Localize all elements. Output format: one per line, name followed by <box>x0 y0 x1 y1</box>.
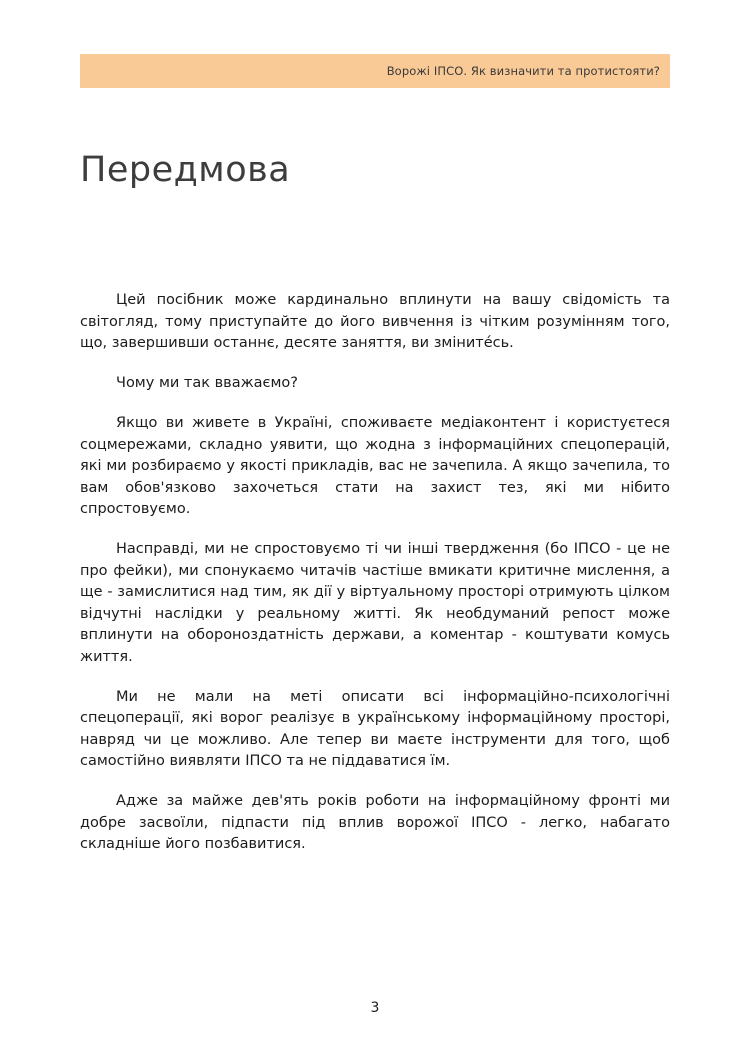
paragraph-5: Ми не мали на меті описати всі інформаційно-психологічні спецоперації, які ворог реалізує в українському інформаційному просторі, навряд чи це можливо. Але тепер ви маєте інструменти для того, щоб самостійно виявляти ІПСО та не піддаватися їм. <box>80 688 670 769</box>
paragraph-4: Насправді, ми не спростовуємо ті чи інші твердження (бо ІПСО - це не про фейки), ми спонукаємо читачів частіше вмикати критичне мислення, а ще - замислитися над тим, як дії у віртуальному просторі отримують цілком відчутні наслідки у реальному житті. Як необдуманий репост може вплинути на обороноздатність держави, а коментар - коштувати комусь життя. <box>80 541 670 665</box>
paragraph-6: Адже за майже дев'ять років роботи на інформаційному фронті ми добре засвоїли, підпасти під вплив ворожої ІПСО - легко, набагато складніше його позбавитися. <box>80 793 670 852</box>
paragraph-3: Якщо ви живете в Україні, споживаєте медіаконтент і користуєтеся соцмережами, складно уявити, що жодна з інформаційних спецоперацій, які ми розбираємо у якості прикладів, вас не зачепила. А якщо зачепила, то вам обов'язково захочеться стати на захист тез, які ми нібито спростовуємо. <box>80 415 670 517</box>
page-number: 3 <box>370 1000 380 1016</box>
paragraph-2: Чому ми так вважаємо? <box>116 375 299 391</box>
running-header-title: Ворожі ІПСО. Як визначити та протистояти? <box>386 64 660 78</box>
running-header <box>80 54 670 88</box>
body-text <box>80 290 670 874</box>
page-title: Передмова <box>80 150 291 190</box>
paragraph-1: Цей посібник може кардинально вплинути на вашу свідомість та світогляд, тому приступайте до його вивчення із чітким розумінням того, що, завершивши останнє, десяте заняття, ви зміните́сь. <box>80 292 670 351</box>
